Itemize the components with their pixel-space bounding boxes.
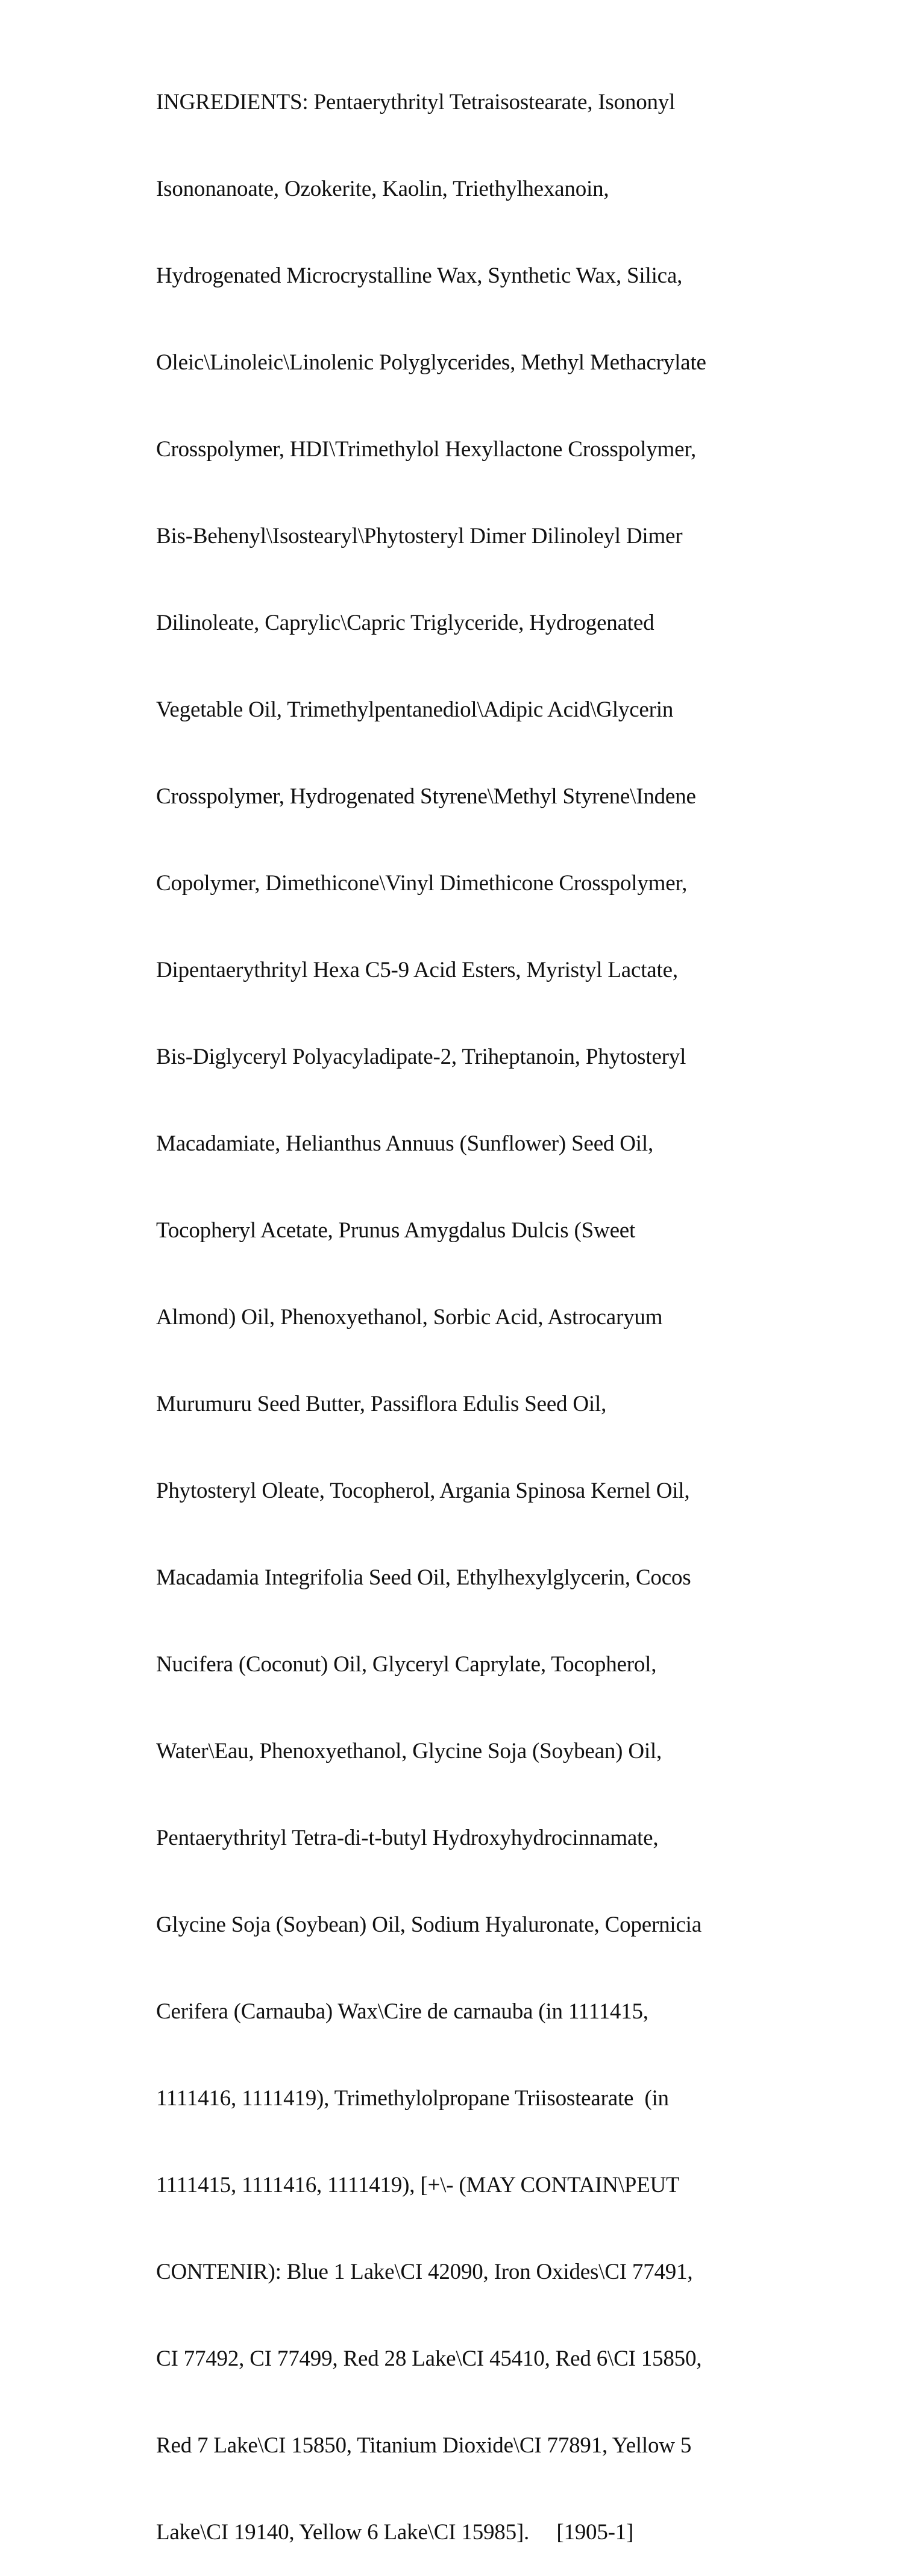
ingredients-line: Red 7 Lake\CI 15850, Titanium Dioxide\CI 77891, Yellow 5	[156, 2433, 692, 2458]
ingredients-line: Glycine Soja (Soybean) Oil, Sodium Hyaluronate, Copernicia	[156, 1912, 702, 1937]
ingredients-line: 1111415, 1111416, 1111419), [+\- (MAY CONTAIN\PEUT	[156, 2173, 680, 2197]
ingredients-line: Macadamiate, Helianthus Annuus (Sunflower) Seed Oil,	[156, 1131, 653, 1156]
ingredients-line: Hydrogenated Microcrystalline Wax, Synthetic Wax, Silica,	[156, 263, 683, 288]
ingredients-line: Bis-Behenyl\Isostearyl\Phytosteryl Dimer Dilinoleyl Dimer	[156, 524, 683, 548]
ingredients-line: Isononanoate, Ozokerite, Kaolin, Triethylhexanoin,	[156, 177, 609, 201]
ingredients-line: 1111416, 1111419), Trimethylolpropane Triisostearate (in	[156, 2086, 669, 2111]
ingredients-line: Tocopheryl Acetate, Prunus Amygdalus Dulcis (Sweet	[156, 1218, 636, 1243]
ingredients-line: Phytosteryl Oleate, Tocopherol, Argania Spinosa Kernel Oil,	[156, 1478, 690, 1503]
ingredients-line: Murumuru Seed Butter, Passiflora Edulis Seed Oil,	[156, 1392, 607, 1416]
ingredients-line: Water\Eau, Phenoxyethanol, Glycine Soja (Soybean) Oil,	[156, 1739, 662, 1764]
ingredients-line: Copolymer, Dimethicone\Vinyl Dimethicone Crosspolymer,	[156, 871, 688, 896]
ingredients-line: Crosspolymer, Hydrogenated Styrene\Methyl Styrene\Indene	[156, 784, 696, 809]
ingredients-line: Pentaerythrityl Tetra-di-t-butyl Hydroxyhydrocinnamate,	[156, 1826, 659, 1850]
ingredients-line: CI 77492, CI 77499, Red 28 Lake\CI 45410, Red 6\CI 15850,	[156, 2346, 702, 2371]
ingredients-text-block	[156, 30, 759, 2576]
ingredients-line: Bis-Diglyceryl Polyacyladipate-2, Triheptanoin, Phytosteryl	[156, 1045, 686, 1069]
ingredients-line: Almond) Oil, Phenoxyethanol, Sorbic Acid, Astrocaryum	[156, 1305, 663, 1330]
ingredients-line: CONTENIR): Blue 1 Lake\CI 42090, Iron Oxides\CI 77491,	[156, 2260, 693, 2284]
ingredients-line: Macadamia Integrifolia Seed Oil, Ethylhexylglycerin, Cocos	[156, 1565, 691, 1590]
ingredients-line: Cerifera (Carnauba) Wax\Cire de carnauba (in 1111415,	[156, 1999, 648, 2024]
ingredients-line: Crosspolymer, HDI\Trimethylol Hexyllactone Crosspolymer,	[156, 437, 697, 462]
ingredients-line: Nucifera (Coconut) Oil, Glyceryl Caprylate, Tocopherol,	[156, 1652, 657, 1677]
ingredients-line: Dipentaerythrityl Hexa C5-9 Acid Esters, Myristyl Lactate,	[156, 958, 678, 982]
ingredients-line: Dilinoleate, Caprylic\Capric Triglyceride, Hydrogenated	[156, 611, 654, 635]
ingredients-line: Oleic\Linoleic\Linolenic Polyglycerides, Methyl Methacrylate	[156, 350, 706, 375]
ingredients-line: Lake\CI 19140, Yellow 6 Lake\CI 15985]. [1905-1]	[156, 2520, 634, 2545]
ingredients-line: Vegetable Oil, Trimethylpentanediol\Adipic Acid\Glycerin	[156, 697, 674, 722]
ingredients-line: INGREDIENTS: Pentaerythrityl Tetraisostearate, Isononyl	[156, 90, 676, 115]
